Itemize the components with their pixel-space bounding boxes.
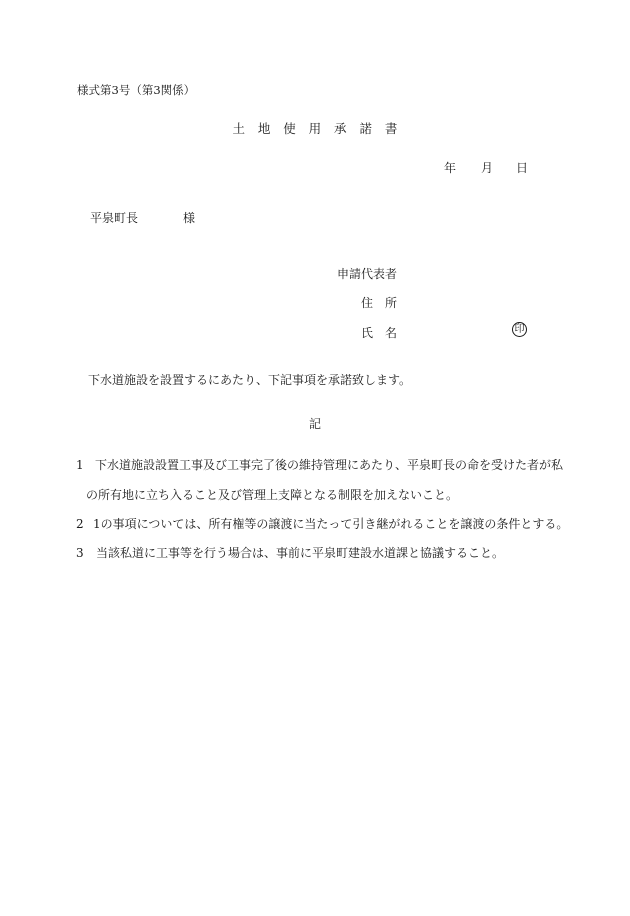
- seal-label: 印: [514, 323, 525, 335]
- item-number: 1: [76, 458, 84, 472]
- item-number: 3: [76, 546, 84, 560]
- date-day-label: 日: [516, 161, 529, 175]
- address-label: 住 所: [361, 296, 398, 310]
- document-title: 土 地 使 用 承 諾 書: [232, 121, 398, 136]
- addressee-honorific: 様: [183, 211, 196, 225]
- applicant-heading: 申請代表者: [337, 267, 398, 281]
- seal-icon: [512, 322, 527, 337]
- date-year-label: 年: [444, 161, 457, 175]
- date-month-label: 月: [481, 161, 494, 175]
- ki-heading: 記: [308, 417, 321, 431]
- item-number: 2: [76, 517, 84, 531]
- item-text: 下水道施設設置工事及び工事完了後の維持管理にあたり、平泉町長の命を受けた者が私: [95, 458, 564, 472]
- addressee-name: 平泉町長: [90, 211, 139, 225]
- item-text-continuation: の所有地に立ち入ること及び管理上支障となる制限を加えないこと。: [86, 488, 459, 502]
- item-text: 1の事項については、所有権等の譲渡に当たって引き継がれることを譲渡の条件とする。: [93, 517, 569, 531]
- item-text: 当該私道に工事等を行う場合は、事前に平泉町建設水道課と協議すること。: [96, 546, 505, 560]
- intro-text: 下水道施設を設置するにあたり、下記事項を承諾致します。: [88, 373, 412, 387]
- form-number: 様式第3号（第3関係）: [77, 83, 196, 97]
- name-label: 氏 名: [361, 326, 398, 340]
